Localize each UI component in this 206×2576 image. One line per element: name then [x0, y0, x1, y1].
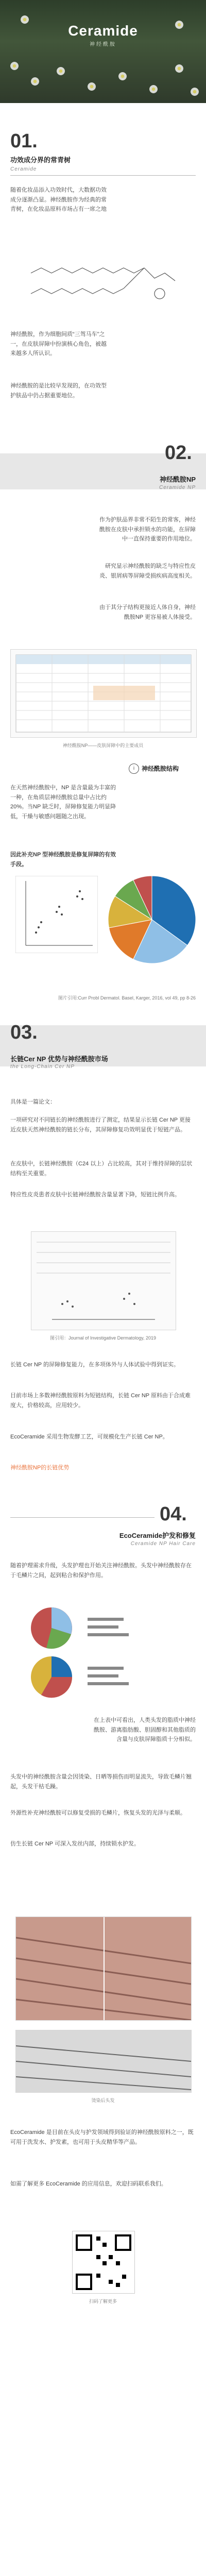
figure-caption: 烫染后头发	[91, 2098, 115, 2103]
daisy-decoration	[118, 72, 127, 80]
section-paragraph: 在皮肤中，长链神经酰胺（C24 以上）占比较高，其对于维持屏障的层状结构至关重要。	[10, 1161, 193, 1177]
section-paragraph: 神经酰胺的是比较早发现的，在功效型护肤品中仍占据重要地位。	[10, 383, 107, 399]
section-paragraph: 长链 Cer NP 的屏障修复能力，在多项体外与人体试验中得到证实。	[10, 1362, 179, 1368]
section-subtitle: Ceramide NP Hair Care	[130, 1541, 196, 1547]
section-subtitle: the Long-Chain Cer NP	[10, 1064, 75, 1070]
info-icon: i	[129, 764, 139, 774]
section-paragraph-bold: 因此补充NP 型神经酰胺是修复屏障的有效手段。	[10, 852, 116, 868]
daisy-decoration	[31, 77, 39, 86]
pie-chart	[103, 871, 201, 969]
section-paragraph: 作为护肤品界非常不陌生的常客，神经酰胺在皮肤中承担锁水的功能，在屏障中一直保持重要的作用地位。	[99, 517, 196, 543]
section-paragraph: 如需了解更多 EcoCeramide 的应用信息，欢迎扫码联系我们。	[10, 2181, 167, 2187]
section-paragraph: 特应性皮炎患者皮肤中长链神经酰胺含量显著下降，短链比例升高。	[10, 1192, 180, 1198]
qr-caption: 扫码了解更多	[89, 2299, 117, 2304]
highlight-link[interactable]: 神经酰胺NP的长链优势	[10, 1465, 70, 1471]
section-paragraph: EcoCeramide 是目前在头皮与护发领域得到验证的神经酰胺原料之一，既可用于洗发水、护发素，也可用于头皮精华等产品。	[10, 2129, 194, 2145]
daisy-decoration	[149, 85, 158, 93]
qr-code[interactable]	[72, 2231, 135, 2294]
section-paragraph: 随着化妆品添入功效时代，大数据功效成分逐渐凸显。神经酰胺作为经典的常青树，在化妆品原料市场占有一席之地	[10, 187, 107, 213]
study-table-figure	[31, 1231, 176, 1330]
figure-caption: 神经酰胺NP——皮肤屏障中的主要成员	[62, 743, 144, 748]
hair-microscope-image	[15, 1917, 192, 2021]
section-title: 功效成分界的常青树	[10, 156, 71, 164]
section-paragraph: 一项研究对不同链长的神经酰胺进行了测定，结果显示长链 Cer NP 更接近皮肤天然神经酰胺的链长分布，其屏障修复功效明显优于短链产品。	[10, 1117, 191, 1133]
section-subtitle: Ceramide	[10, 166, 37, 172]
daisy-decoration	[10, 62, 19, 70]
section-paragraph: 神经酰胺，作为细胞间质“三驾马车”之一，在皮肤屏障中扮演核心角色，被越来越多人所认识。	[10, 331, 107, 357]
section-title: EcoCeramide护发和修复	[119, 1532, 196, 1539]
section-paragraph: 外源性补充神经酰胺可以修复受损的毛鳞片，恢复头发的光泽与柔顺。	[10, 1810, 186, 1816]
section-number: 01.	[10, 130, 38, 152]
section-paragraph: 头发中的神经酰胺含量会因烫染、日晒等损伤而明显流失，导致毛鳞片翘起，头发干枯毛躁。	[10, 1774, 192, 1790]
daisy-decoration	[191, 88, 199, 96]
section-paragraph: 目前市场上多数神经酰胺原料为短链结构，长链 Cer NP 原料由于合成难度大，价格较高，应用较少。	[10, 1393, 191, 1409]
divider	[10, 175, 196, 176]
reference-caption: 图片引用:Curr Probl Dermatol. Basel, Karger, 2016, vol 49, pp 8-26	[58, 995, 196, 1001]
figure-caption: 图引用：Journal of Investigative Dermatology, 2019	[50, 1335, 156, 1341]
section-paragraph: 在天然神经酰胺中，NP 是含量最为丰富的一种，在角质层神经酰胺总量中占比约 20%。当NP 缺乏时，屏障修复能力明显降低，干燥与敏感问题随之出现。	[10, 785, 116, 820]
section-number: 03.	[10, 1022, 38, 1043]
section-intro: 随着护理需求升级，头发护理也开始关注神经酰胺。头发中神经酰胺存在于毛鳞片之间，起到粘合和保护作用。	[10, 1563, 192, 1579]
section-paragraph: 研究显示神经酰胺的缺乏与特应性皮炎、银屑病等屏障受损疾病高度相关。	[99, 563, 196, 579]
structure-heading: 神经酰胺结构	[142, 765, 179, 772]
section-title: 神经酰胺NP	[159, 476, 196, 483]
section-intro: 具体是一篇论文：	[10, 1099, 56, 1105]
section-paragraph: 由于其分子结构更接近人体自身，神经酰胺NP 更容易被人体接受。	[99, 604, 196, 620]
section-number: 02.	[165, 442, 192, 464]
hair-sem-image	[15, 2030, 192, 2093]
hair-lipid-pies	[15, 1602, 191, 1700]
lipid-table-figure	[10, 649, 197, 738]
section-paragraph: EcoCeramide 采用生物发酵工艺，可规模化生产长链 Cer NP。	[10, 1434, 168, 1440]
callout-paragraph: 在上表中可看出，人类头发的脂质中神经酰胺、游离脂肪酸、胆固醇和其他脂质的含量与皮肤屏障脂质十分相似。	[94, 1717, 196, 1743]
molecule-structure-figure	[21, 242, 185, 319]
hero-banner	[0, 0, 206, 103]
daisy-decoration	[57, 67, 65, 75]
hero-subtitle: 神经酰胺	[90, 42, 116, 47]
scatter-chart	[15, 876, 98, 953]
daisy-decoration	[175, 64, 183, 73]
section-number: 04.	[160, 1503, 187, 1525]
hero-title: Ceramide	[68, 23, 138, 39]
daisy-decoration	[88, 82, 96, 91]
divider	[10, 1517, 154, 1518]
section-title: 长链Cer NP 优势与神经酰胺市场	[10, 1055, 108, 1063]
section-subtitle: Ceramide NP	[159, 485, 196, 490]
section-paragraph: 仿生长链 Cer NP 可深入发丝内部，持续锁水护发。	[10, 1841, 140, 1847]
